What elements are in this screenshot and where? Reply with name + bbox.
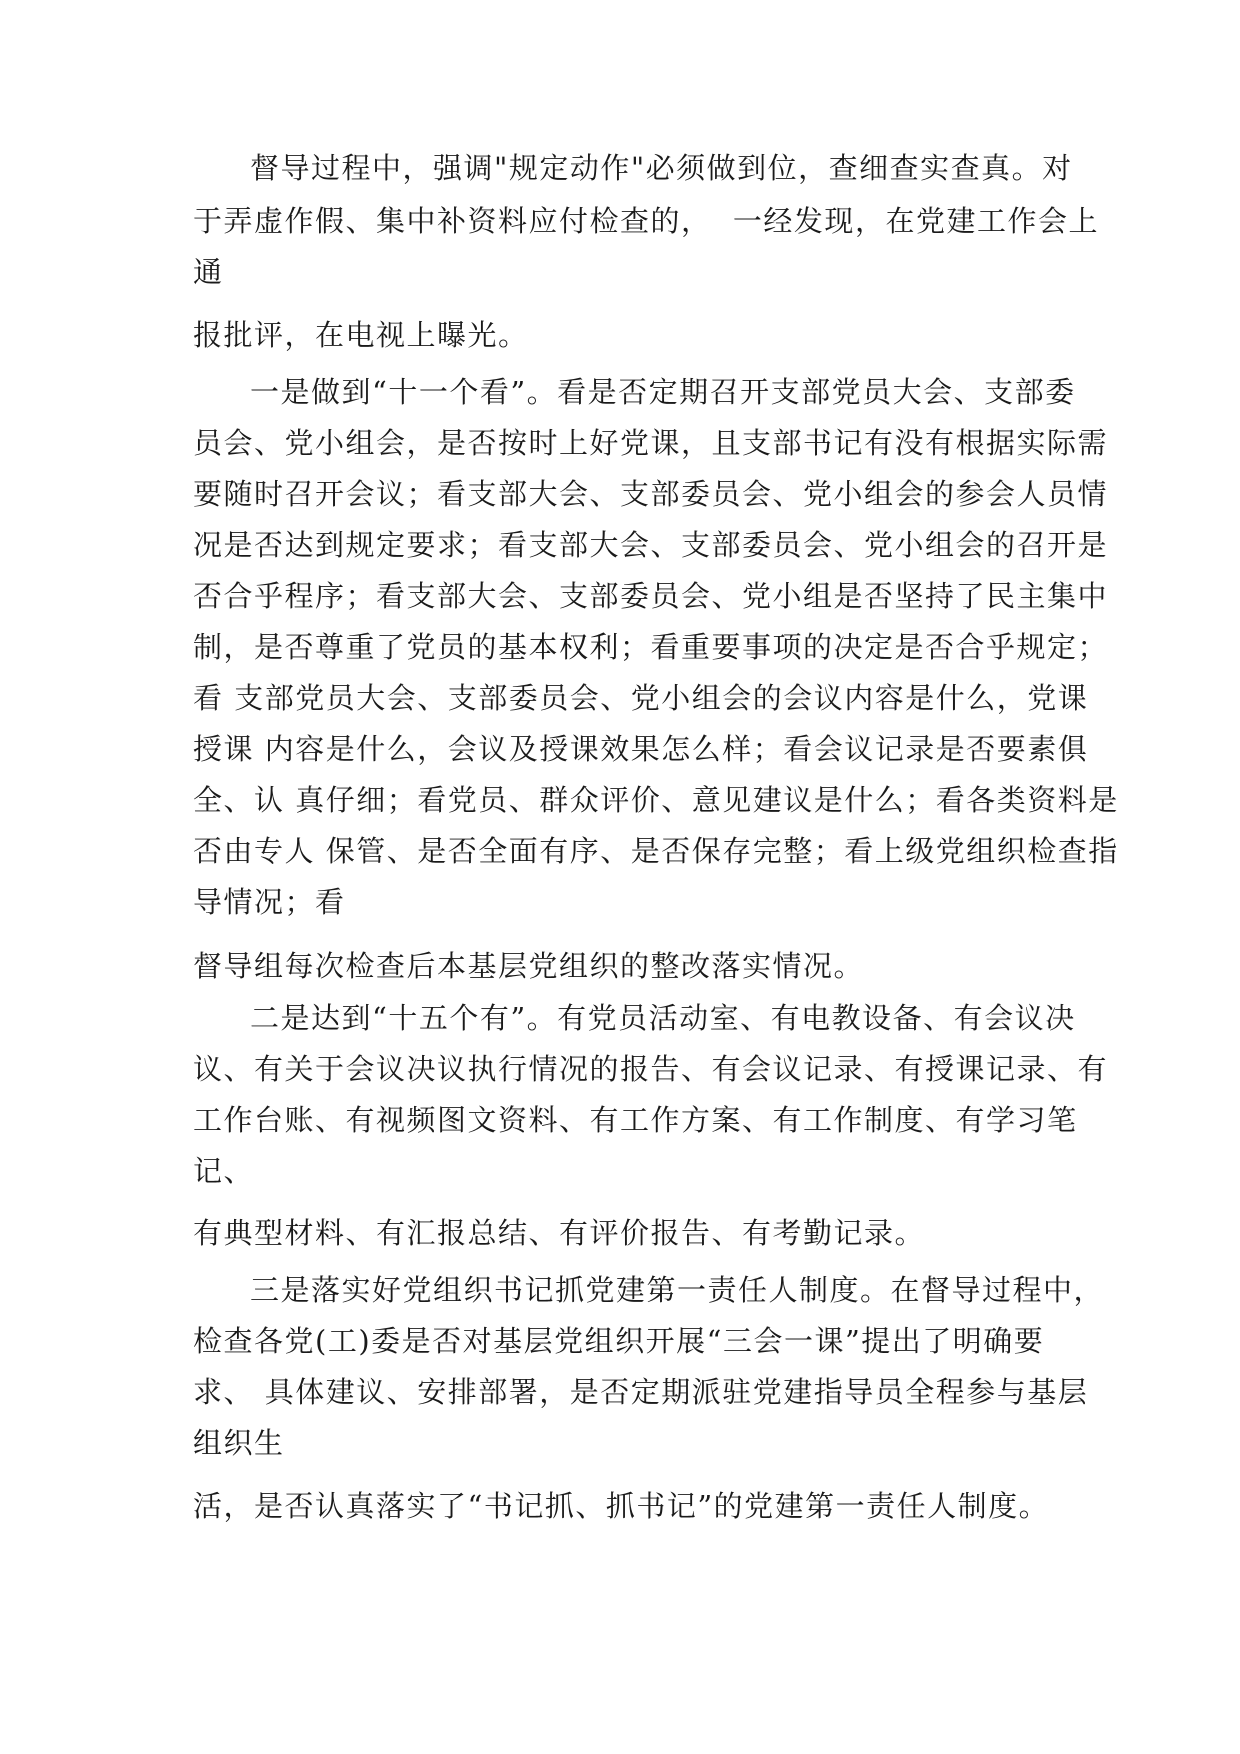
text-line: 有典型材料、有汇报总结、有评价报告、有考勤记录。 <box>193 1216 926 1250</box>
text-line: 制，是否尊重了党员的基本权利；看重要事项的决定是否合乎规定； <box>193 630 1109 664</box>
text-line: 否合乎程序；看支部大会、支部委员会、党小组是否坚持了民主集中 <box>193 579 1109 613</box>
text-line: 要随时召开会议；看支部大会、支部委员会、党小组会的参会人员情 <box>193 477 1109 511</box>
text-line: 工作台账、有视频图文资料、有工作方案、有工作制度、有学习笔 <box>193 1103 1078 1137</box>
text-line: 求、 具体建议、安排部署，是否定期派驻党建指导员全程参与基层 <box>193 1375 1089 1409</box>
text-line: 看 支部党员大会、支部委员会、党小组会的会议内容是什么，党课 <box>193 681 1089 715</box>
text-line: 通 <box>193 255 224 289</box>
text-line: 记、 <box>193 1154 255 1188</box>
text-line: 议、有关于会议决议执行情况的报告、有会议记录、有授课记录、有 <box>193 1052 1109 1086</box>
text-line: 活，是否认真落实了“书记抓、抓书记”的党建第一责任人制度。 <box>193 1489 1050 1523</box>
text-line: 导情况；看 <box>193 885 346 919</box>
text-line: 督导过程中，强调"规定动作"必须做到位，查细查实查真。对 <box>250 151 1073 185</box>
text-line: 全、认 真仔细；看党员、群众评价、意见建议是什么；看各类资料是 <box>193 783 1119 817</box>
text-line: 二是达到“十五个有”。有党员活动室、有电教设备、有会议决 <box>250 1001 1076 1035</box>
text-line: 检查各党(工)委是否对基层党组织开展“三会一课”提出了明确要 <box>193 1324 1045 1358</box>
text-line: 组织生 <box>193 1426 285 1460</box>
text-line: 否由专人 保管、是否全面有序、是否保存完整；看上级党组织检查指 <box>193 834 1119 868</box>
text-line: 于弄虚作假、集中补资料应付检查的， 一经发现，在党建工作会上 <box>193 204 1099 238</box>
text-line: 授课 内容是什么，会议及授课效果怎么样；看会议记录是否要素俱 <box>193 732 1089 766</box>
text-line: 报批评，在电视上曝光。 <box>193 318 529 352</box>
text-line: 一是做到“十一个看”。看是否定期召开支部党员大会、支部委 <box>250 375 1076 409</box>
text-line: 况是否达到规定要求；看支部大会、支部委员会、党小组会的召开是 <box>193 528 1109 562</box>
text-line: 员会、党小组会，是否按时上好党课，且支部书记有没有根据实际需 <box>193 426 1109 460</box>
text-line: 督导组每次检查后本基层党组织的整改落实情况。 <box>193 949 865 983</box>
text-line: 三是落实好党组织书记抓党建第一责任人制度。在督导过程中， <box>250 1273 1105 1307</box>
